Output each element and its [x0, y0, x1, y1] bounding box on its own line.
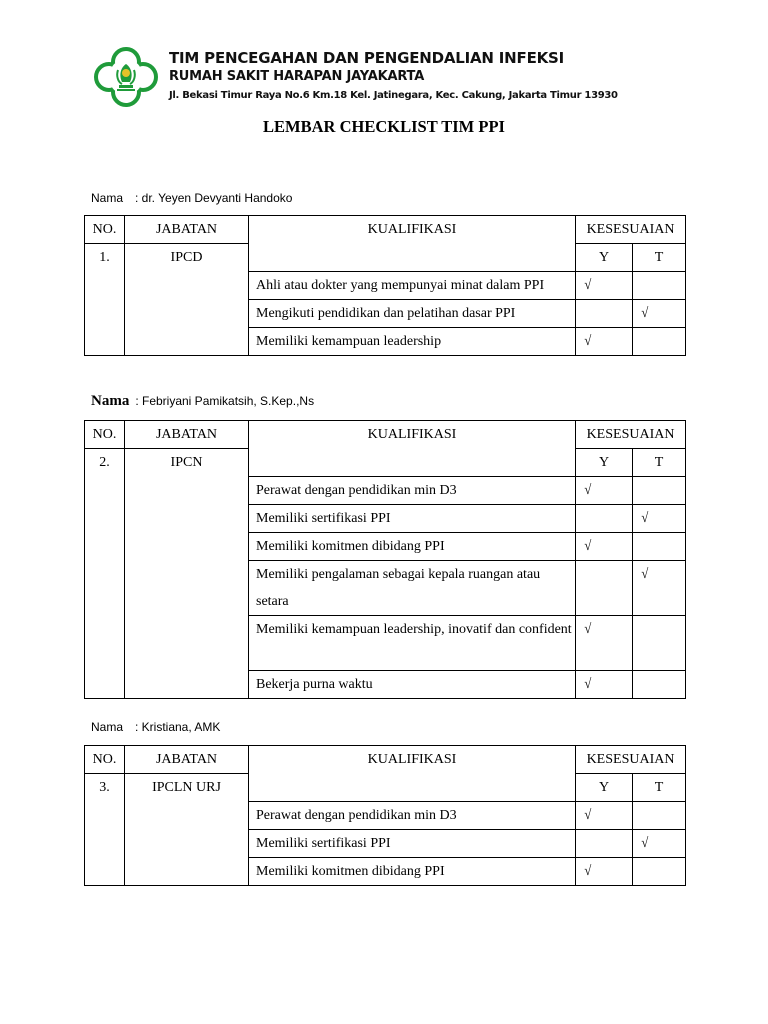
- name-label: Nama: [91, 720, 124, 734]
- col-kualifikasi: KUALIFIKASI: [249, 746, 576, 802]
- organization-block: [169, 48, 618, 104]
- table-header-row: [85, 216, 686, 244]
- criteria-text: Memiliki pengalaman sebagai kepala ruangan atau setara: [249, 561, 576, 616]
- letterhead: [92, 44, 692, 114]
- col-jabatan: JABATAN: [125, 746, 249, 774]
- criteria-text: Memiliki sertifikasi PPI: [249, 505, 576, 533]
- check-t: [633, 477, 686, 505]
- name-label: Nama: [91, 191, 124, 205]
- col-y: Y: [576, 244, 633, 272]
- col-kesesuaian: KESESUAIAN: [576, 421, 686, 449]
- row-no: 3.: [85, 774, 125, 886]
- row-no: 2.: [85, 449, 125, 699]
- row-jabatan: IPCN: [125, 449, 249, 699]
- check-y: √: [576, 802, 633, 830]
- col-kesesuaian: KESESUAIAN: [576, 746, 686, 774]
- row-no: 1.: [85, 244, 125, 356]
- check-t: √: [633, 830, 686, 858]
- check-t: [633, 671, 686, 699]
- col-no: NO.: [85, 216, 125, 244]
- check-y: [576, 561, 633, 616]
- check-t: [633, 533, 686, 561]
- criteria-text: Mengikuti pendidikan dan pelatihan dasar PPI: [249, 300, 576, 328]
- table-header-row: [85, 746, 686, 774]
- criteria-text: Perawat dengan pendidikan min D3: [249, 477, 576, 505]
- check-y: √: [576, 272, 633, 300]
- check-t: √: [633, 505, 686, 533]
- document-title: LEMBAR CHECKLIST TIM PPI: [263, 117, 505, 136]
- row-jabatan: IPCD: [125, 244, 249, 356]
- criteria-text: Ahli atau dokter yang mempunyai minat dalam PPI: [249, 272, 576, 300]
- hospital-name: RUMAH SAKIT HARAPAN JAYAKARTA: [169, 69, 425, 84]
- criteria-text: Memiliki kemampuan leadership, inovatif dan confident: [249, 616, 576, 671]
- criteria-text: Perawat dengan pendidikan min D3: [249, 802, 576, 830]
- check-y: √: [576, 858, 633, 886]
- col-y: Y: [576, 774, 633, 802]
- check-t: [633, 616, 686, 671]
- col-jabatan: JABATAN: [125, 216, 249, 244]
- check-t: [633, 328, 686, 356]
- col-no: NO.: [85, 421, 125, 449]
- col-t: T: [633, 774, 686, 802]
- check-y: √: [576, 616, 633, 671]
- checklist-table-3: [84, 745, 686, 886]
- check-t: √: [633, 300, 686, 328]
- col-no: NO.: [85, 746, 125, 774]
- checklist-table-2: [84, 420, 686, 699]
- hospital-logo-icon: [92, 46, 160, 108]
- name-value: : Kristiana, AMK: [135, 720, 221, 734]
- col-jabatan: JABATAN: [125, 421, 249, 449]
- checklist-table-1: [84, 215, 686, 356]
- col-kualifikasi: KUALIFIKASI: [249, 421, 576, 477]
- col-t: T: [633, 449, 686, 477]
- col-kesesuaian: KESESUAIAN: [576, 216, 686, 244]
- col-t: T: [633, 244, 686, 272]
- check-y: [576, 505, 633, 533]
- criteria-text: Bekerja purna waktu: [249, 671, 576, 699]
- table-header-row: [85, 421, 686, 449]
- criteria-text: Memiliki komitmen dibidang PPI: [249, 533, 576, 561]
- criteria-text: Memiliki komitmen dibidang PPI: [249, 858, 576, 886]
- person-name-3: [91, 720, 220, 734]
- hospital-address: Jl. Bekasi Timur Raya No.6 Km.18 Kel. Jatinegara, Kec. Cakung, Jakarta Timur 13930: [169, 90, 618, 101]
- check-y: √: [576, 533, 633, 561]
- check-t: [633, 858, 686, 886]
- check-t: [633, 802, 686, 830]
- check-t: √: [633, 561, 686, 616]
- check-y: √: [576, 671, 633, 699]
- check-t: [633, 272, 686, 300]
- name-label: Nama: [91, 393, 130, 409]
- criteria-text: Memiliki kemampuan leadership: [249, 328, 576, 356]
- check-y: √: [576, 477, 633, 505]
- person-name-2: [91, 393, 314, 410]
- person-name-1: [91, 191, 292, 205]
- row-jabatan: IPCLN URJ: [125, 774, 249, 886]
- org-name: TIM PENCEGAHAN DAN PENGENDALIAN INFEKSI: [169, 49, 565, 67]
- check-y: [576, 830, 633, 858]
- name-value: : Febriyani Pamikatsih, S.Kep.,Ns: [135, 394, 315, 408]
- check-y: [576, 300, 633, 328]
- col-kualifikasi: KUALIFIKASI: [249, 216, 576, 272]
- criteria-text: Memiliki sertifikasi PPI: [249, 830, 576, 858]
- check-y: √: [576, 328, 633, 356]
- col-y: Y: [576, 449, 633, 477]
- name-value: : dr. Yeyen Devyanti Handoko: [135, 191, 293, 205]
